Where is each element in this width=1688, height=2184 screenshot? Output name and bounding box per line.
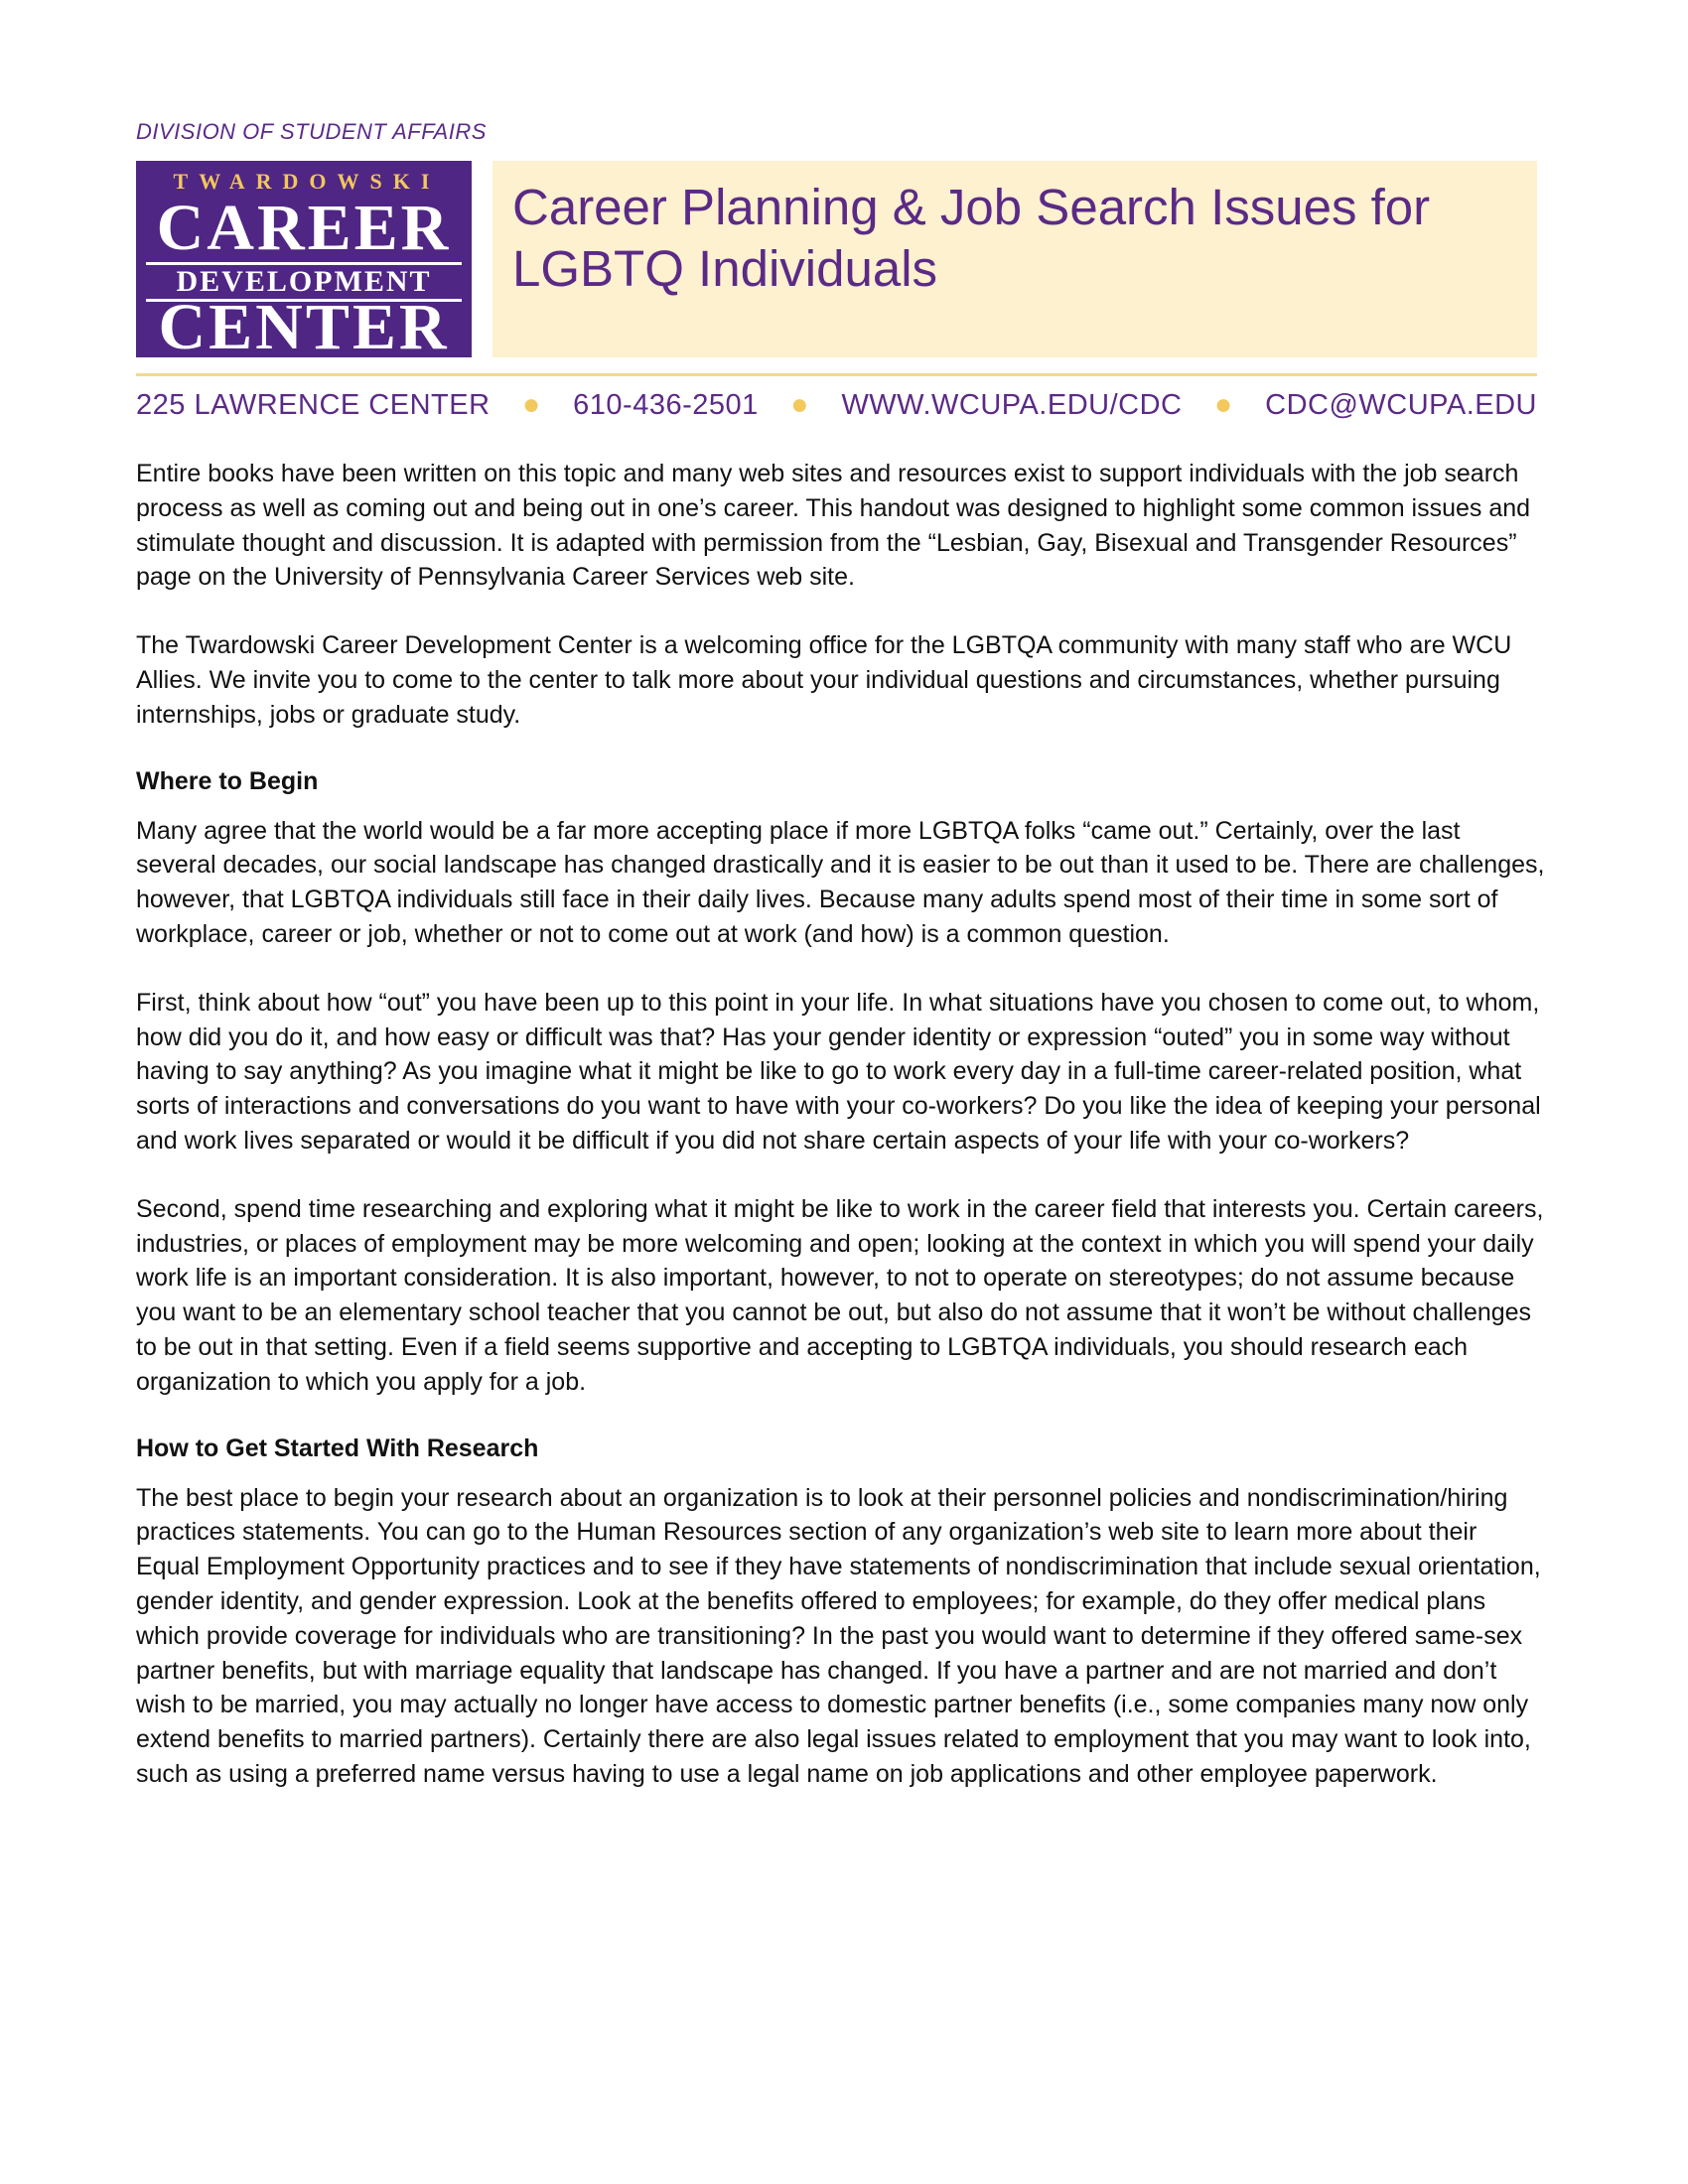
intro-paragraph: Entire books have been written on this topic and many web sites and resources exist to support individuals with the job search process as well as coming out and being out in one’s career. This handout was designed to highlight some common issues and stimulate thought and discussion. It is adapted with permission from the “Lesbian, Gay, Bisexual and Transgender Resources” page on the University of Pennsylvania Career Services web site. xyxy=(136,460,1531,592)
page-title: Career Planning & Job Search Issues for LGBTQ Individuals xyxy=(512,179,1431,297)
contact-website-link[interactable]: WWW.WCUPA.EDU/CDC xyxy=(841,388,1183,421)
logo-line-center: CENTER xyxy=(158,291,450,363)
separator-dot-icon: ● xyxy=(790,388,809,421)
section-heading-research: How to Get Started With Research xyxy=(136,1433,539,1462)
division-label: DIVISION OF STUDENT AFFAIRS xyxy=(136,119,487,144)
contact-address: 225 LAWRENCE CENTER xyxy=(136,388,491,421)
logo-line-career: CAREER xyxy=(156,192,452,264)
paragraph-coming-out: Many agree that the world would be a far more accepting place if more LGBTQA folks “came out.” Certainly, over the last several decades, our social landscape has changed drastically and it is easier to be out than it used to be. There are challenges, however, that LGBTQA individuals still face in their daily lives. Because many adults spend most of their time in some sort of workplace, career or job, whether or not to come out at work (and how) is a common question. xyxy=(136,816,1545,948)
title-panel xyxy=(492,161,1537,357)
header-divider xyxy=(136,373,1537,376)
welcome-paragraph: The Twardowski Career Development Center is a welcoming office for the LGBTQA community with many staff who are WCU Allies. We invite you to come to the center to talk more about your individual questions and circumstances, whether pursuing internships, jobs or graduate study. xyxy=(136,631,1512,729)
contact-bar xyxy=(136,385,1537,425)
separator-dot-icon: ● xyxy=(1214,388,1233,421)
logo-line-development: DEVELOPMENT xyxy=(146,262,462,302)
paragraph-second-research: Second, spend time researching and exploring what it might be like to work in the career field that interests you. Certain careers, industries, or places of employment may be more welcoming and open; looking at the context in which you will spend your daily work life is an important consideration. It is also important, however, to not to operate on stereotypes; do not assume because you want to be an elementary school teacher that you cannot be out, but also do not assume that it won’t be without challenges to be out in that setting. Even if a field seems supportive and accepting to LGBTQA individuals, you should research each organization to which you apply for a job. xyxy=(136,1194,1544,1396)
separator-dot-icon: ● xyxy=(522,388,541,421)
career-center-logo xyxy=(136,161,472,363)
paragraph-first-think: First, think about how “out” you have been up to this point in your life. In what situations have you chosen to come out, to whom, how did you do it, and how easy or difficult was that? Has your gender identity or expression “outed” you in some way without having to say anything? As you imagine what it might be like to go to work every day in a full-time career-related position, what sorts of interactions and conversations do you want to have with your co-workers? Do you like the idea of keeping your personal and work lives separated or would it be difficult if you did not share certain aspects of your life with your co-workers? xyxy=(136,988,1541,1155)
document-body xyxy=(136,457,1546,1826)
paragraph-research-policies: The best place to begin your research about an organization is to look at their personnel policies and nondiscrimination/hiring practices statements. You can go to the Human Resources section of any organization’s web site to learn more about their Equal Employment Opportunity practices and to see if they have statements of nondiscrimination that include sexual orientation, gender identity, and gender expression. Look at the benefits offered to employees; for example, do they offer medical plans which provide coverage for individuals who are transitioning? In the past you would want to determine if they offered same-sex partner benefits, but with marriage equality that landscape has changed. If you have a partner and are not married and don’t wish to be married, you may actually no longer have access to domestic partner benefits (i.e., some companies many now only extend benefits to married partners). Certainly there are also legal issues related to employment that you may want to look into, such as using a preferred name versus having to use a legal name on job applications and other employee paperwork. xyxy=(136,1483,1541,1788)
contact-email-link[interactable]: CDC@WCUPA.EDU xyxy=(1265,388,1537,421)
logo-line-twardowski: TWARDOWSKI xyxy=(173,169,441,194)
section-heading-where-to-begin: Where to Begin xyxy=(136,766,319,795)
contact-phone: 610-436-2501 xyxy=(573,388,759,421)
